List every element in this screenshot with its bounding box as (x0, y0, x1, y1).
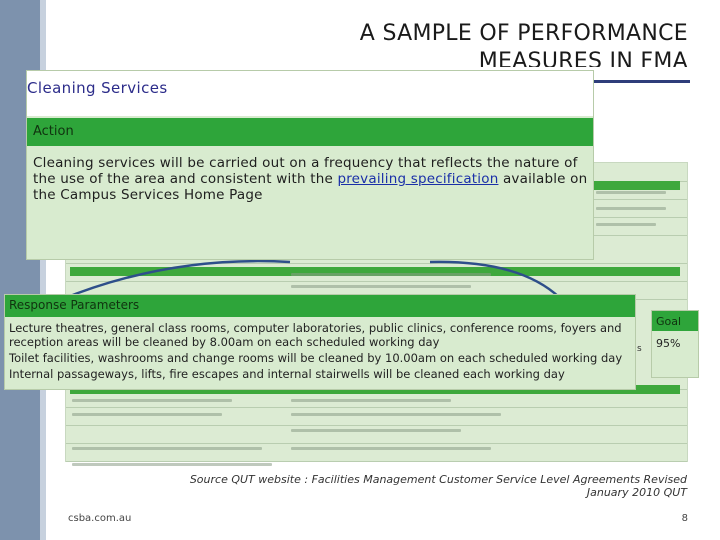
background-table-text (72, 413, 222, 416)
action-text-end: available on the Campus Services Home Page (33, 171, 588, 203)
background-table-text (291, 429, 461, 432)
background-table-text (596, 207, 666, 210)
response-parameter-item: Lecture theatres, general class rooms, computer laboratories, public clinics, conference rooms, foyers and reception areas will be cleaned by 8.00am on each scheduled working day (9, 321, 622, 349)
cleaning-services-callout (26, 70, 594, 260)
response-parameters-callout (4, 294, 636, 390)
background-table-text (291, 399, 451, 402)
footer-website: csba.com.au (68, 513, 132, 524)
title-line-2: MEASURES IN FMA (478, 49, 688, 67)
source-line-2: January 2010 QUT (586, 486, 687, 499)
background-table-rule (66, 407, 687, 408)
background-table-rule (66, 281, 687, 282)
background-table-rule (66, 263, 687, 264)
action-description (33, 155, 589, 203)
action-text-start: Cleaning services will be carried out on a frequency that reflects the nature of the use of the area and consistent with the (33, 155, 578, 187)
response-parameters-header: Response Parameters (5, 295, 635, 317)
background-table-text (72, 447, 262, 450)
background-table-text (72, 463, 272, 466)
cleaning-services-title: Cleaning Services (27, 71, 593, 116)
response-parameter-item: Toilet facilities, washrooms and change rooms will be cleaned by 10.00am on each scheduled working day (9, 351, 623, 365)
background-table-rule (66, 461, 687, 462)
page-number: 8 (681, 513, 688, 524)
background-table-text (596, 191, 666, 194)
background-table-text (291, 413, 501, 416)
source-line-1: Source QUT website : Facilities Management Customer Service Level Agreements Revised (189, 473, 687, 486)
background-table-rule (66, 443, 687, 444)
background-table-text (291, 273, 491, 276)
background-table-text (596, 223, 656, 226)
background-table-text (291, 285, 471, 288)
background-table-text (72, 399, 232, 402)
background-table-text (291, 447, 491, 450)
goal-value: 95% (656, 337, 681, 350)
prevailing-specification-link[interactable]: prevailing specification (337, 171, 499, 187)
goal-callout (651, 310, 699, 378)
background-text-peek: s (637, 344, 642, 354)
response-parameter-item: Internal passageways, lifts, fire escapes and internal stairwells will be cleaned each working day (9, 367, 565, 381)
background-table-rule (66, 425, 687, 426)
goal-header: Goal (652, 311, 698, 331)
title-line-1: A SAMPLE OF PERFORMANCE (359, 21, 688, 46)
slide-title (268, 20, 688, 67)
action-header: Action (27, 118, 593, 146)
source-citation (167, 473, 687, 499)
response-parameters-list (9, 321, 631, 383)
